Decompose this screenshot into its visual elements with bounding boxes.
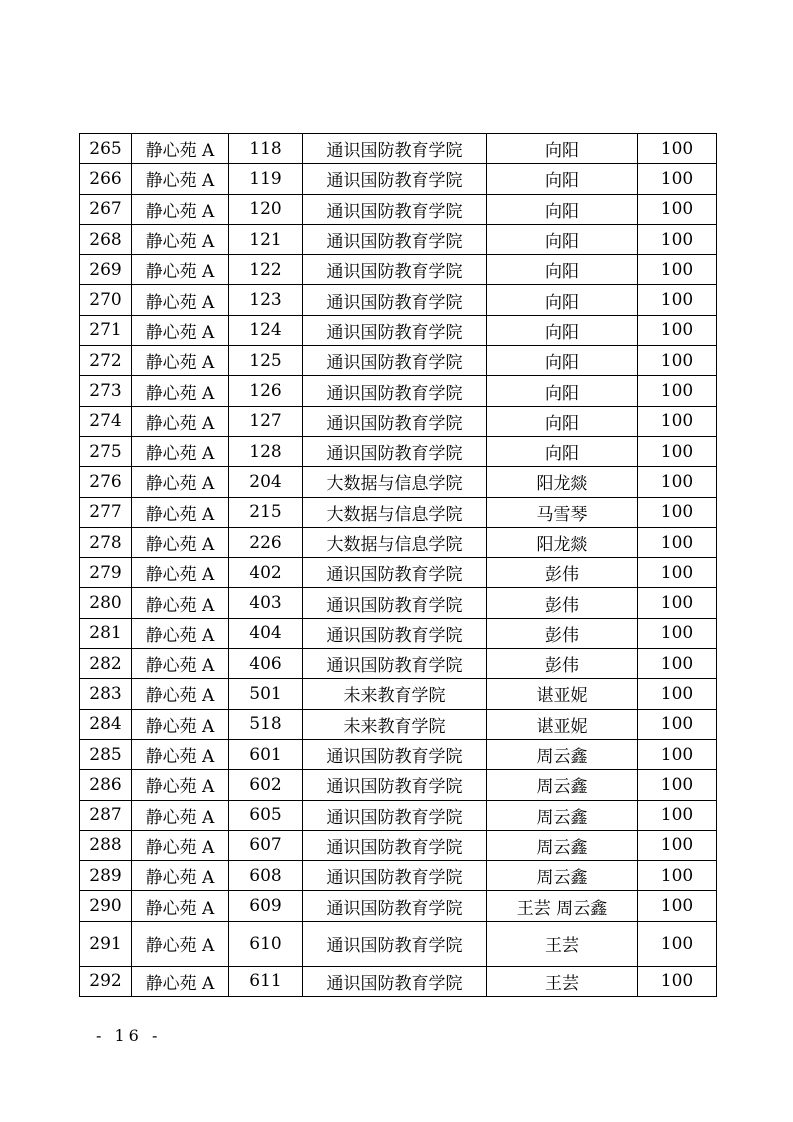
building-cell: 静心苑 A <box>132 830 229 860</box>
college-cell: 未来教育学院 <box>303 679 487 709</box>
contact-person-cell: 向阳 <box>487 406 638 436</box>
college-cell: 通识国防教育学院 <box>303 739 487 769</box>
contact-person-cell: 王芸 <box>487 921 638 966</box>
row-number-cell: 279 <box>80 558 132 588</box>
score-cell: 100 <box>638 467 717 497</box>
room-number-cell: 122 <box>229 255 303 285</box>
table-row <box>80 921 717 966</box>
college-cell: 大数据与信息学院 <box>303 527 487 557</box>
contact-person-cell: 彭伟 <box>487 618 638 648</box>
score-cell: 100 <box>638 224 717 254</box>
room-number-cell: 403 <box>229 588 303 618</box>
contact-person-cell: 向阳 <box>487 134 638 164</box>
table-row <box>80 558 717 588</box>
building-cell: 静心苑 A <box>132 285 229 315</box>
building-cell: 静心苑 A <box>132 467 229 497</box>
college-cell: 通识国防教育学院 <box>303 830 487 860</box>
building-cell: 静心苑 A <box>132 376 229 406</box>
building-cell: 静心苑 A <box>132 618 229 648</box>
row-number-cell: 287 <box>80 800 132 830</box>
room-number-cell: 501 <box>229 679 303 709</box>
college-cell: 通识国防教育学院 <box>303 346 487 376</box>
score-cell: 100 <box>638 285 717 315</box>
contact-person-cell: 向阳 <box>487 285 638 315</box>
row-number-cell: 283 <box>80 679 132 709</box>
building-cell: 静心苑 A <box>132 770 229 800</box>
score-cell: 100 <box>638 346 717 376</box>
score-cell: 100 <box>638 527 717 557</box>
score-cell: 100 <box>638 679 717 709</box>
room-number-cell: 123 <box>229 285 303 315</box>
score-cell: 100 <box>638 558 717 588</box>
table-row <box>80 588 717 618</box>
building-cell: 静心苑 A <box>132 224 229 254</box>
contact-person-cell: 谌亚妮 <box>487 679 638 709</box>
room-number-cell: 128 <box>229 436 303 466</box>
table-row <box>80 770 717 800</box>
contact-person-cell: 周云鑫 <box>487 770 638 800</box>
room-number-cell: 608 <box>229 861 303 891</box>
table-row <box>80 194 717 224</box>
building-cell: 静心苑 A <box>132 527 229 557</box>
room-number-cell: 609 <box>229 891 303 921</box>
room-number-cell: 118 <box>229 134 303 164</box>
college-cell: 通识国防教育学院 <box>303 891 487 921</box>
row-number-cell: 272 <box>80 346 132 376</box>
table-body <box>80 134 717 997</box>
room-number-cell: 124 <box>229 315 303 345</box>
row-number-cell: 266 <box>80 164 132 194</box>
college-cell: 通识国防教育学院 <box>303 966 487 996</box>
contact-person-cell: 周云鑫 <box>487 800 638 830</box>
score-cell: 100 <box>638 315 717 345</box>
row-number-cell: 292 <box>80 966 132 996</box>
contact-person-cell: 王芸 <box>487 966 638 996</box>
room-number-cell: 601 <box>229 739 303 769</box>
row-number-cell: 271 <box>80 315 132 345</box>
room-number-cell: 607 <box>229 830 303 860</box>
score-cell: 100 <box>638 436 717 466</box>
building-cell: 静心苑 A <box>132 164 229 194</box>
table-row <box>80 164 717 194</box>
contact-person-cell: 向阳 <box>487 164 638 194</box>
table-row <box>80 346 717 376</box>
building-cell: 静心苑 A <box>132 436 229 466</box>
room-number-cell: 127 <box>229 406 303 436</box>
row-number-cell: 268 <box>80 224 132 254</box>
table-row <box>80 285 717 315</box>
table-row <box>80 861 717 891</box>
college-cell: 通识国防教育学院 <box>303 800 487 830</box>
contact-person-cell: 向阳 <box>487 436 638 466</box>
row-number-cell: 289 <box>80 861 132 891</box>
row-number-cell: 269 <box>80 255 132 285</box>
row-number-cell: 290 <box>80 891 132 921</box>
college-cell: 大数据与信息学院 <box>303 497 487 527</box>
score-cell: 100 <box>638 194 717 224</box>
room-number-cell: 406 <box>229 649 303 679</box>
table-row <box>80 709 717 739</box>
table-row <box>80 255 717 285</box>
table-row <box>80 649 717 679</box>
contact-person-cell: 周云鑫 <box>487 861 638 891</box>
score-cell: 100 <box>638 709 717 739</box>
room-number-cell: 518 <box>229 709 303 739</box>
row-number-cell: 274 <box>80 406 132 436</box>
table-row <box>80 739 717 769</box>
room-number-cell: 126 <box>229 376 303 406</box>
table-row <box>80 376 717 406</box>
contact-person-cell: 向阳 <box>487 376 638 406</box>
contact-person-cell: 向阳 <box>487 346 638 376</box>
building-cell: 静心苑 A <box>132 346 229 376</box>
building-cell: 静心苑 A <box>132 679 229 709</box>
row-number-cell: 281 <box>80 618 132 648</box>
building-cell: 静心苑 A <box>132 255 229 285</box>
contact-person-cell: 周云鑫 <box>487 739 638 769</box>
room-number-cell: 605 <box>229 800 303 830</box>
contact-person-cell: 向阳 <box>487 315 638 345</box>
table-row <box>80 830 717 860</box>
row-number-cell: 286 <box>80 770 132 800</box>
table-row <box>80 467 717 497</box>
room-number-cell: 125 <box>229 346 303 376</box>
college-cell: 通识国防教育学院 <box>303 164 487 194</box>
college-cell: 通识国防教育学院 <box>303 588 487 618</box>
college-cell: 未来教育学院 <box>303 709 487 739</box>
table-row <box>80 497 717 527</box>
building-cell: 静心苑 A <box>132 921 229 966</box>
contact-person-cell: 彭伟 <box>487 649 638 679</box>
college-cell: 通识国防教育学院 <box>303 285 487 315</box>
college-cell: 通识国防教育学院 <box>303 921 487 966</box>
building-cell: 静心苑 A <box>132 558 229 588</box>
row-number-cell: 284 <box>80 709 132 739</box>
row-number-cell: 276 <box>80 467 132 497</box>
building-cell: 静心苑 A <box>132 739 229 769</box>
room-number-cell: 402 <box>229 558 303 588</box>
contact-person-cell: 彭伟 <box>487 588 638 618</box>
row-number-cell: 265 <box>80 134 132 164</box>
college-cell: 通识国防教育学院 <box>303 315 487 345</box>
score-cell: 100 <box>638 134 717 164</box>
score-cell: 100 <box>638 800 717 830</box>
row-number-cell: 291 <box>80 921 132 966</box>
table-row <box>80 966 717 996</box>
row-number-cell: 282 <box>80 649 132 679</box>
row-number-cell: 285 <box>80 739 132 769</box>
table-row <box>80 406 717 436</box>
contact-person-cell: 阳龙燚 <box>487 527 638 557</box>
score-cell: 100 <box>638 649 717 679</box>
score-cell: 100 <box>638 861 717 891</box>
score-cell: 100 <box>638 966 717 996</box>
contact-person-cell: 向阳 <box>487 255 638 285</box>
college-cell: 通识国防教育学院 <box>303 649 487 679</box>
room-number-cell: 119 <box>229 164 303 194</box>
building-cell: 静心苑 A <box>132 406 229 436</box>
college-cell: 大数据与信息学院 <box>303 467 487 497</box>
building-cell: 静心苑 A <box>132 134 229 164</box>
contact-person-cell: 阳龙燚 <box>487 467 638 497</box>
room-number-cell: 404 <box>229 618 303 648</box>
score-cell: 100 <box>638 588 717 618</box>
score-cell: 100 <box>638 406 717 436</box>
building-cell: 静心苑 A <box>132 891 229 921</box>
table-row <box>80 679 717 709</box>
row-number-cell: 288 <box>80 830 132 860</box>
table-row <box>80 315 717 345</box>
college-cell: 通识国防教育学院 <box>303 255 487 285</box>
score-cell: 100 <box>638 770 717 800</box>
room-number-cell: 121 <box>229 224 303 254</box>
table-row <box>80 800 717 830</box>
building-cell: 静心苑 A <box>132 861 229 891</box>
row-number-cell: 273 <box>80 376 132 406</box>
row-number-cell: 267 <box>80 194 132 224</box>
score-cell: 100 <box>638 891 717 921</box>
college-cell: 通识国防教育学院 <box>303 861 487 891</box>
contact-person-cell: 周云鑫 <box>487 830 638 860</box>
table-row <box>80 618 717 648</box>
building-cell: 静心苑 A <box>132 649 229 679</box>
contact-person-cell: 马雪琴 <box>487 497 638 527</box>
building-cell: 静心苑 A <box>132 800 229 830</box>
contact-person-cell: 谌亚妮 <box>487 709 638 739</box>
score-cell: 100 <box>638 255 717 285</box>
room-number-cell: 602 <box>229 770 303 800</box>
table-row <box>80 134 717 164</box>
score-cell: 100 <box>638 618 717 648</box>
table-row <box>80 224 717 254</box>
building-cell: 静心苑 A <box>132 588 229 618</box>
building-cell: 静心苑 A <box>132 497 229 527</box>
score-cell: 100 <box>638 164 717 194</box>
table-row <box>80 891 717 921</box>
room-number-cell: 610 <box>229 921 303 966</box>
building-cell: 静心苑 A <box>132 966 229 996</box>
row-number-cell: 277 <box>80 497 132 527</box>
room-number-cell: 204 <box>229 467 303 497</box>
room-number-cell: 120 <box>229 194 303 224</box>
score-cell: 100 <box>638 497 717 527</box>
score-cell: 100 <box>638 739 717 769</box>
building-cell: 静心苑 A <box>132 709 229 739</box>
building-cell: 静心苑 A <box>132 315 229 345</box>
room-number-cell: 215 <box>229 497 303 527</box>
row-number-cell: 280 <box>80 588 132 618</box>
page-number: - 16 - <box>96 1026 162 1045</box>
room-number-cell: 611 <box>229 966 303 996</box>
college-cell: 通识国防教育学院 <box>303 376 487 406</box>
college-cell: 通识国防教育学院 <box>303 134 487 164</box>
college-cell: 通识国防教育学院 <box>303 436 487 466</box>
dormitory-score-table <box>79 133 717 997</box>
score-cell: 100 <box>638 921 717 966</box>
row-number-cell: 275 <box>80 436 132 466</box>
college-cell: 通识国防教育学院 <box>303 618 487 648</box>
contact-person-cell: 王芸 周云鑫 <box>487 891 638 921</box>
contact-person-cell: 向阳 <box>487 194 638 224</box>
college-cell: 通识国防教育学院 <box>303 558 487 588</box>
college-cell: 通识国防教育学院 <box>303 194 487 224</box>
row-number-cell: 278 <box>80 527 132 557</box>
college-cell: 通识国防教育学院 <box>303 406 487 436</box>
college-cell: 通识国防教育学院 <box>303 770 487 800</box>
contact-person-cell: 彭伟 <box>487 558 638 588</box>
score-cell: 100 <box>638 830 717 860</box>
contact-person-cell: 向阳 <box>487 224 638 254</box>
table-row <box>80 436 717 466</box>
room-number-cell: 226 <box>229 527 303 557</box>
building-cell: 静心苑 A <box>132 194 229 224</box>
college-cell: 通识国防教育学院 <box>303 224 487 254</box>
score-cell: 100 <box>638 376 717 406</box>
row-number-cell: 270 <box>80 285 132 315</box>
table-row <box>80 527 717 557</box>
